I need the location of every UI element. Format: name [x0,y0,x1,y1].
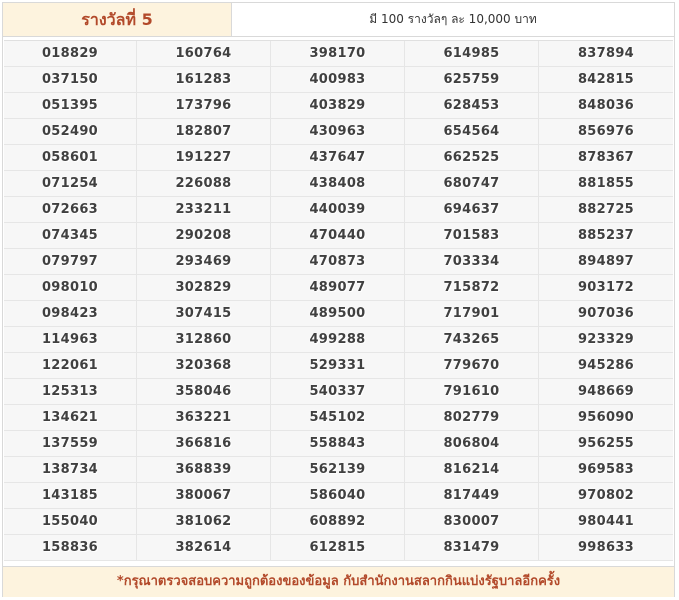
winning-number: 018829 [4,41,137,67]
winning-number: 233211 [137,197,271,223]
winning-number: 715872 [405,275,539,301]
prize-table [2,2,675,597]
winning-number: 052490 [4,119,137,145]
winning-number: 980441 [539,509,673,535]
winning-number: 614985 [405,41,539,67]
winning-number: 529331 [271,353,405,379]
winning-number: 137559 [4,431,137,457]
winning-number: 403829 [271,93,405,119]
winning-number: 155040 [4,509,137,535]
winning-number: 320368 [137,353,271,379]
winning-numbers-grid [4,40,673,561]
winning-number: 302829 [137,275,271,301]
winning-number: 191227 [137,145,271,171]
winning-number: 923329 [539,327,673,353]
winning-number: 806804 [405,431,539,457]
winning-number: 680747 [405,171,539,197]
winning-number: 437647 [271,145,405,171]
winning-number: 161283 [137,67,271,93]
winning-number: 226088 [137,171,271,197]
winning-number: 945286 [539,353,673,379]
winning-number: 831479 [405,535,539,561]
winning-number: 380067 [137,483,271,509]
winning-number: 894897 [539,249,673,275]
winning-number: 856976 [539,119,673,145]
winning-number: 586040 [271,483,405,509]
winning-number: 098010 [4,275,137,301]
winning-number: 072663 [4,197,137,223]
winning-number: 540337 [271,379,405,405]
winning-number: 956090 [539,405,673,431]
winning-number: 430963 [271,119,405,145]
winning-number: 878367 [539,145,673,171]
winning-number: 779670 [405,353,539,379]
verification-note: *กรุณาตรวจสอบความถูกต้องของข้อมูล กับสำนักงานสลากกินแบ่งรัฐบาลอีกครั้ง [3,566,674,597]
winning-number: 998633 [539,535,673,561]
winning-number: 489077 [271,275,405,301]
winning-number: 143185 [4,483,137,509]
winning-number: 969583 [539,457,673,483]
winning-number: 358046 [137,379,271,405]
winning-number: 470440 [271,223,405,249]
winning-number: 037150 [4,67,137,93]
winning-number: 837894 [539,41,673,67]
winning-number: 366816 [137,431,271,457]
winning-number: 703334 [405,249,539,275]
winning-number: 499288 [271,327,405,353]
winning-number: 182807 [137,119,271,145]
winning-number: 293469 [137,249,271,275]
winning-number: 654564 [405,119,539,145]
winning-number: 830007 [405,509,539,535]
winning-number: 307415 [137,301,271,327]
winning-number: 903172 [539,275,673,301]
winning-number: 694637 [405,197,539,223]
winning-number: 058601 [4,145,137,171]
winning-number: 562139 [271,457,405,483]
winning-number: 717901 [405,301,539,327]
prize-header [3,3,674,37]
winning-number: 440039 [271,197,405,223]
winning-number: 114963 [4,327,137,353]
winning-number: 970802 [539,483,673,509]
winning-number: 051395 [4,93,137,119]
winning-number: 398170 [271,41,405,67]
winning-number: 138734 [4,457,137,483]
winning-number: 125313 [4,379,137,405]
winning-number: 489500 [271,301,405,327]
winning-number: 098423 [4,301,137,327]
winning-number: 791610 [405,379,539,405]
winning-number: 817449 [405,483,539,509]
winning-number: 545102 [271,405,405,431]
winning-number: 438408 [271,171,405,197]
winning-number: 071254 [4,171,137,197]
winning-number: 628453 [405,93,539,119]
winning-number: 948669 [539,379,673,405]
winning-number: 470873 [271,249,405,275]
winning-number: 158836 [4,535,137,561]
winning-number: 382614 [137,535,271,561]
winning-number: 368839 [137,457,271,483]
winning-number: 956255 [539,431,673,457]
winning-number: 802779 [405,405,539,431]
winning-number: 625759 [405,67,539,93]
winning-number: 743265 [405,327,539,353]
winning-number: 173796 [137,93,271,119]
winning-number: 608892 [271,509,405,535]
winning-number: 290208 [137,223,271,249]
winning-number: 122061 [4,353,137,379]
winning-number: 701583 [405,223,539,249]
winning-number: 848036 [539,93,673,119]
winning-number: 363221 [137,405,271,431]
winning-number: 882725 [539,197,673,223]
winning-number: 134621 [4,405,137,431]
winning-number: 662525 [405,145,539,171]
winning-number: 881855 [539,171,673,197]
winning-number: 400983 [271,67,405,93]
winning-number: 612815 [271,535,405,561]
winning-number: 160764 [137,41,271,67]
winning-number: 074345 [4,223,137,249]
winning-number: 816214 [405,457,539,483]
winning-number: 885237 [539,223,673,249]
winning-number: 907036 [539,301,673,327]
winning-number: 558843 [271,431,405,457]
winning-number: 842815 [539,67,673,93]
prize-title: รางวัลที่ 5 [3,3,232,36]
winning-number: 079797 [4,249,137,275]
winning-number: 381062 [137,509,271,535]
winning-number: 312860 [137,327,271,353]
prize-description: มี 100 รางวัลๆ ละ 10,000 บาท [369,12,537,26]
